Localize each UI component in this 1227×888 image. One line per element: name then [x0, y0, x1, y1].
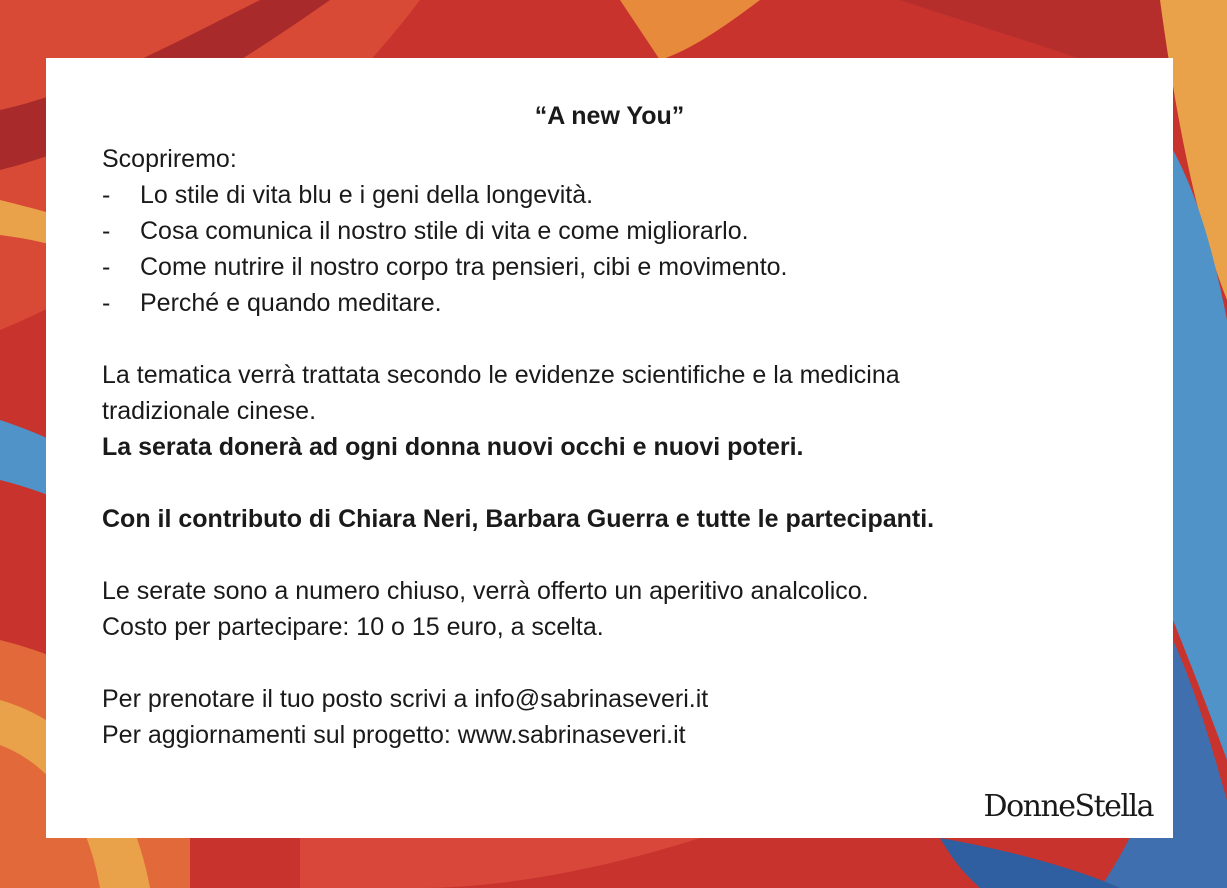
list-item: - Lo stile di vita blu e i geni della longevità.	[102, 177, 1112, 213]
list-item: - Come nutrire il nostro corpo tra pensieri, cibi e movimento.	[102, 249, 1112, 285]
event-title: “A new You”	[534, 102, 685, 130]
intro-text: Scopriremo:	[102, 145, 237, 173]
event-content	[102, 141, 1112, 753]
booking-line: Per prenotare il tuo posto scrivi a info@sabrinaseveri.it	[102, 685, 709, 713]
updates-line: Per aggiornamenti sul progetto: www.sabrinaseveri.it	[102, 721, 686, 749]
list-item: - Perché e quando meditare.	[102, 285, 1112, 321]
highlight-text: La serata donerà ad ogni donna nuovi occhi e nuovi poteri.	[102, 433, 804, 461]
bullet-marker: -	[102, 181, 111, 209]
topics-list	[102, 177, 1112, 321]
list-item: - Cosa comunica il nostro stile di vita e come migliorarlo.	[102, 213, 1112, 249]
bullet-marker: -	[102, 289, 111, 317]
description-line-2: tradizionale cinese.	[102, 397, 317, 425]
info-line-2: Costo per partecipare: 10 o 15 euro, a scelta.	[102, 613, 604, 641]
bullet-marker: -	[102, 217, 111, 245]
event-card	[46, 58, 1173, 838]
contributors-text: Con il contributo di Chiara Neri, Barbara Guerra e tutte le partecipanti.	[102, 505, 935, 533]
info-line-1: Le serate sono a numero chiuso, verrà offerto un aperitivo analcolico.	[102, 577, 869, 605]
brand-logo: DonneStella	[983, 789, 1153, 824]
description-line-1: La tematica verrà trattata secondo le evidenze scientifiche e la medicina	[102, 361, 900, 389]
bullet-marker: -	[102, 253, 111, 281]
